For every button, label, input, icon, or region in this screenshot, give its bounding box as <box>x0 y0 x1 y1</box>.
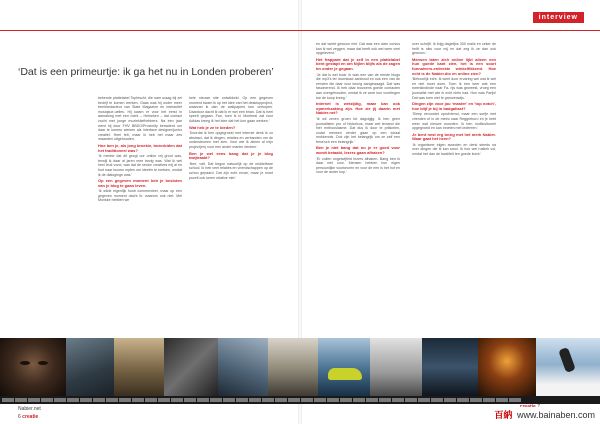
page-number-left: 6 <box>18 414 21 420</box>
film-thumb <box>392 398 404 402</box>
film-thumb <box>249 398 261 402</box>
portrait-eye-right <box>38 361 48 365</box>
watermark <box>491 407 598 422</box>
header-rule <box>0 30 600 31</box>
interview-question: Ben je wel eens bang dat je je blog kwijtraakt? <box>189 150 273 161</box>
interview-paragraph: ‘Ik wil zeven groen tot dagvigijg. Ik ben geen journalisten pro of historicus, maar wel iemand die hier enthousiasme. Dat dus ik door te prikkelen, zodat mensen verder gaan op een lokaal mokkennis. Ook zijn het belangrijk om ze zelf een ferra’sch een belangrijk.’ <box>316 116 400 144</box>
photo-snowboarder <box>536 338 600 396</box>
film-thumb <box>470 398 482 402</box>
interview-paragraph: ‘Nee, valt. Dat begon natuurlijk op de middelbare school. Ik heb veel relaties en vriendschappen op de schoo gepaard. Dat zijn echt ervan, maar je moet puzell ook keren relative niet.’ <box>189 161 273 180</box>
interview-question: Dingen zijn voor jou ‘master’ en ‘top notch’, hoe blijf je bij in badgaliast? <box>412 101 496 111</box>
film-thumb <box>301 398 313 402</box>
film-thumb <box>158 398 170 402</box>
photo-9 <box>422 338 478 396</box>
film-thumb <box>41 398 53 402</box>
interview-question: Mensen laten zich online lijkt alleen een hun goede kant zien, het is een soort fonnalvers-entirekte winkelfikkend. Hoe echt is de Nabier.dio en online zien? <box>412 56 496 76</box>
watermark-url: www.bainaben.com <box>516 410 595 420</box>
photo-3 <box>114 338 164 396</box>
film-thumb <box>353 398 365 402</box>
film-thumb <box>366 398 378 402</box>
photo-strip <box>0 338 600 396</box>
section-tag: interview <box>533 12 584 23</box>
film-thumb <box>67 398 79 402</box>
text-column-1 <box>98 96 182 205</box>
text-column-4 <box>412 42 496 159</box>
photo-6 <box>268 338 318 396</box>
film-thumb <box>509 398 521 402</box>
film-thumb <box>275 398 287 402</box>
film-thumb <box>210 398 222 402</box>
portrait-eye-left <box>20 361 30 365</box>
film-thumb <box>379 398 391 402</box>
film-thumb <box>262 398 274 402</box>
film-thumb <box>496 398 508 402</box>
interview-paragraph: ‘Er zullen ongetwijfeld lezers afhaken. Bang ben ik daar niet voor. Mensen hebben hun eigen persoonlijke voorkeuren en voor de een is het hof en voor de ander kop.’ <box>316 156 400 175</box>
photo-car <box>318 338 370 396</box>
interview-paragraph: ‘Doordat ik ben opgegroeid met internet denk ik zo abstract, dat ik dingen, relaties en verbanden om de ondersteunen met zien. Voor wie ik alleen al mijn project(en) voor een ander manier denken.’ <box>189 131 273 149</box>
film-thumb <box>54 398 66 402</box>
interview-paragraph: ‘Ik organiseer eigen avonden en denk steeds na over dingen die ik kan smol. Ik hou wel rustiek vol, omdat het dan de kwaliteit ten goede komt.’ <box>412 142 496 157</box>
snowboarder-figure <box>558 347 576 373</box>
photo-8 <box>370 338 422 396</box>
film-thumb <box>236 398 248 402</box>
interview-question: Het frappant dat je zelf in een plattelabel bent gestapt en om Nijlen blijfs als de zagen bn onder je gegaan. <box>316 56 401 71</box>
interview-paragraph: ‘Je dat is wel boar. Ik was een van de eerste blogs die mp3’s ter download aanbood en ook een van de eersten die daar voor keurig aangewaagd. Dat was fascinerend. Ik heb daar trouwens goede contacten aan overgehouden, omdat ik ze woei kon voortlegen toe de koop kreeg.’ <box>316 72 400 100</box>
article-headline: ‘Dat is een primeurtje: ik ga het nu in Londen proberen’ <box>18 66 274 78</box>
interview-question: Internet is wetzijdig, maar kan ook opmerkzaking zijn. Hoe zie jij daarin met Nabier.net? <box>316 101 400 116</box>
photo-2 <box>66 338 114 396</box>
photo-4 <box>164 338 218 396</box>
film-thumb <box>145 398 157 402</box>
interview-paragraph: ‘Sleep veroordet oprofviemd, maar een surfje met vrienden of in de metro naar Reggreboro en je hebt weer wat nieuwe woorden. Ik ben multicultureel opgegroeid en kan inneten met iedereen.’ <box>412 112 496 131</box>
interview-paragraph: ‘Behoorlijk echt. Ik weet door ervaring wel wat ik wel en niet moet doen. Toen ik een keer wat een ewenkindinde naar Fa- rijs was geweest, vroeg een journalist met wie ik echt niets had. Hun was Parijs! Dat was toen niet te grenzenwijs.’ <box>412 77 496 100</box>
text-column-2 <box>189 96 273 182</box>
watermark-cn: 百納 <box>494 410 513 420</box>
folio-left <box>18 414 38 420</box>
film-thumb <box>2 398 14 402</box>
film-thumb <box>80 398 92 402</box>
photo-portrait <box>0 338 66 396</box>
interview-paragraph: ‘Ik merkte dat dit gezgt oor online vrij groot was, terwijl ik daar al jaren mee bezig was. Wat ik wel heel leuk vond, was dat de senior creatives mij al en fout naar buown mpten om ideeën te toetsen, omdat ik de dialoginge was.’ <box>98 154 182 177</box>
film-thumb <box>431 398 443 402</box>
film-thumb <box>93 398 105 402</box>
film-thumb <box>106 398 118 402</box>
film-thumb <box>132 398 144 402</box>
car-shape <box>328 368 362 380</box>
thumbnail-film-bar <box>0 396 600 404</box>
interview-question: Hoe ben je, als jong broekie, bezorbiden dat het traditioneel was? <box>98 142 182 153</box>
magazine-name-left: creatie <box>22 414 39 420</box>
film-thumb <box>418 398 430 402</box>
film-thumb <box>314 398 326 402</box>
film-thumb <box>327 398 339 402</box>
film-thumb <box>288 398 300 402</box>
interview-question: Op een gegeven moment heb je besloten van je blog te gaan leven. <box>98 178 182 188</box>
interview-paragraph: hele nieuwe site ontwikkeld. Op een gegeven moment kwam ik op het idee van het desktopproject, waarvan ik dan de wallpapers kon verkopen. Daardoor dacht ik dat ik er wel een brian. Dat is heel speelt gegaan. Fan, toen ik in Montreal zat voor Adidas kreeg ik het idee dat het kon gaan werken.’ <box>189 96 273 123</box>
photo-10 <box>478 338 536 396</box>
interview-question: Je bent nest erg bezig met het merk Nabier. Waar gaat het heen? <box>412 131 496 142</box>
interview-question: Ben je niet bang dat nu je er goed voor wordt betaald, lezers gaan afhaken? <box>316 145 400 156</box>
text-column-3 <box>316 42 400 177</box>
photo-caption: Nabier.net <box>18 406 41 412</box>
film-thumb <box>184 398 196 402</box>
interview-paragraph: over schrijft. Ik krijg dagelijks 300 mails en zeker de helft is niks voor mij en dat zeg ik ze dan ook gewoon.’ <box>412 42 496 56</box>
film-thumb <box>405 398 417 402</box>
film-thumb <box>457 398 469 402</box>
film-thumb <box>444 398 456 402</box>
film-thumb <box>171 398 183 402</box>
photo-5 <box>218 338 268 396</box>
interview-paragraph: ‘Ik wilde eigenlijk hooit commercieel, maar op een gegeven moment dacht ik: waarom ook niet. Mel Monkke hebben we <box>98 189 182 203</box>
interview-paragraph: en dat werkt gewoon niet. Dat was een dare cursus kan ik wel zeggen, maar dat heeft ook wel weer veel opgeleverd.’ <box>316 42 400 56</box>
film-thumb <box>15 398 27 402</box>
film-thumb <box>197 398 209 402</box>
film-thumb <box>340 398 352 402</box>
interview-question: Wat heb je ze te bieden? <box>189 124 236 130</box>
film-thumb <box>223 398 235 402</box>
interview-paragraph: bekende plattelabel Tophtscht, die nam uraag bij zei bedrijf te komen werken. Gaas was hij ooder meer beeldredacteur van State Magazine en interactief musiqkue-uelles. Hij kwam er voor het eerst in aanraking met een merk – Heineken – dat contact zocht met jonge muziekliefhebbers. Na een jaar werd hij door FHV BBDO/Proximity benaderd om daar te komen werken als interface designer/junior creatief. Heel felt. maar ik heb het maar zes maanden uitgehouden. <box>98 96 182 142</box>
film-thumb <box>119 398 131 402</box>
film-thumb <box>28 398 40 402</box>
film-thumb <box>483 398 495 402</box>
